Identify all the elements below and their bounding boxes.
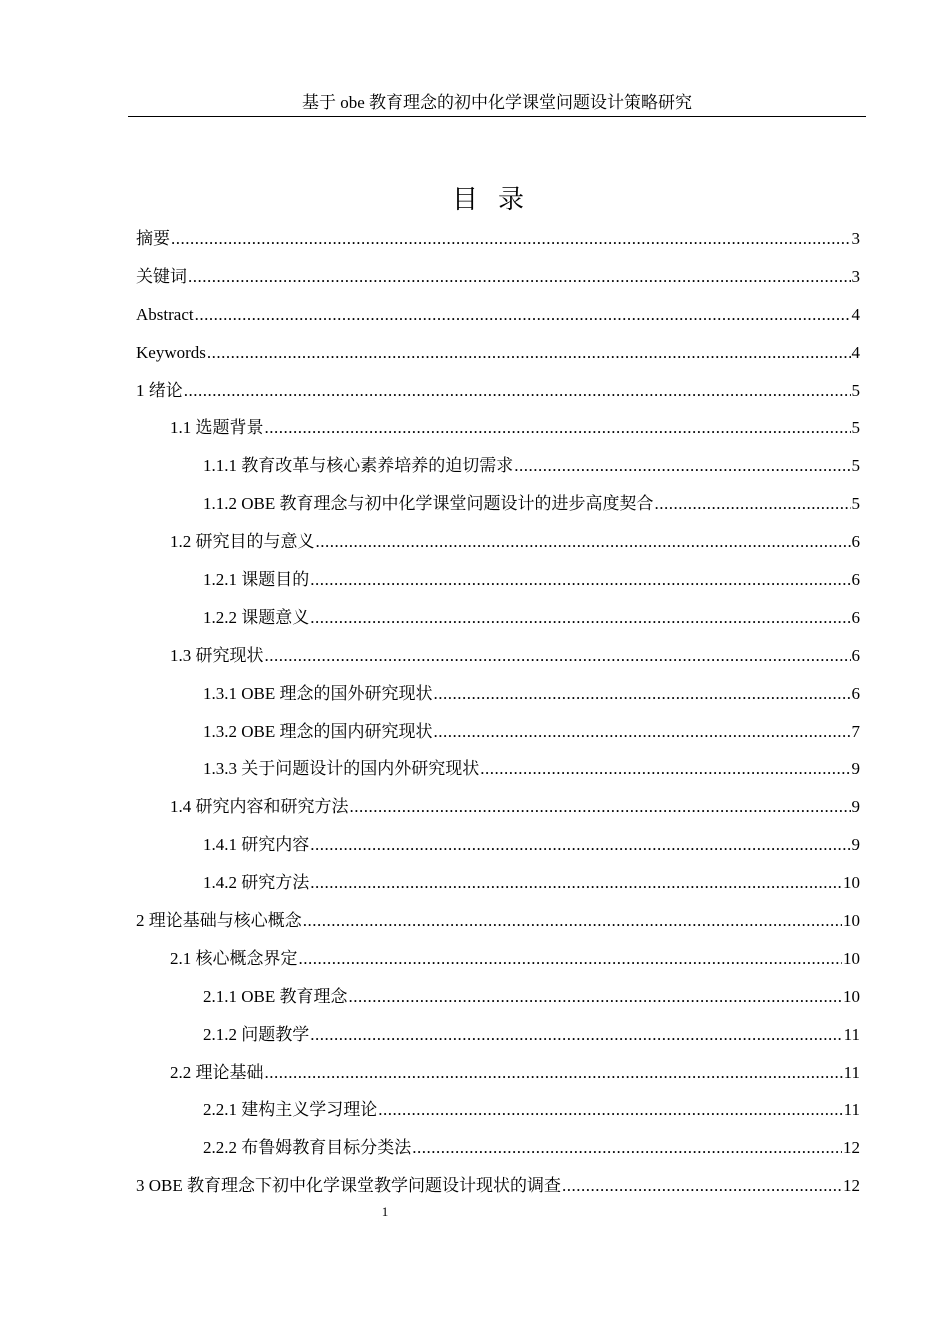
toc-entry[interactable]: [136, 264, 860, 302]
toc-entry[interactable]: [136, 340, 860, 378]
toc-dot-leader: [434, 719, 851, 745]
toc-entry[interactable]: [136, 529, 860, 567]
toc-entry[interactable]: [136, 984, 860, 1022]
toc-dot-leader: [349, 984, 843, 1010]
toc-entry[interactable]: [136, 719, 860, 757]
toc-dot-leader: [188, 264, 851, 290]
toc-entry-label: 3 OBE 教育理念下初中化学课堂教学问题设计现状的调查: [136, 1176, 561, 1196]
toc-entry[interactable]: [136, 226, 860, 264]
toc-entry-label: 1.2.2 课题意义: [203, 607, 310, 627]
toc-entry[interactable]: [136, 946, 860, 984]
toc-entry-page: 6: [851, 645, 860, 665]
page-number: 1: [381, 1204, 389, 1219]
toc-dot-leader: [562, 1173, 842, 1199]
toc-dot-leader: [310, 870, 842, 896]
toc-entry[interactable]: [136, 794, 860, 832]
toc-entry-label: 关键词: [136, 266, 187, 286]
toc-dot-leader: [655, 491, 851, 517]
toc-entry[interactable]: [136, 643, 860, 681]
toc-dot-leader: [350, 794, 851, 820]
toc-entry-page: 12: [843, 1138, 860, 1158]
toc-entry-label: 1.3.2 OBE 理念的国内研究现状: [203, 721, 433, 741]
toc-entry-label: 摘要: [136, 229, 170, 248]
toc-entry-page: 7: [851, 721, 860, 741]
toc-entry-page: 9: [851, 759, 860, 779]
toc-entry[interactable]: [136, 415, 860, 453]
toc-entry-label: Abstract: [136, 304, 194, 324]
toc-entry-label: 1.4 研究内容和研究方法: [170, 797, 349, 817]
toc-entry-page: 3: [851, 266, 860, 286]
toc-entry-page: 12: [843, 1176, 860, 1196]
toc-entry[interactable]: [136, 756, 860, 794]
toc-dot-leader: [310, 832, 850, 858]
toc-entry[interactable]: [136, 681, 860, 719]
toc-entry-page: 5: [851, 380, 860, 400]
toc-entry-page: 4: [851, 304, 860, 324]
toc-entry-label: 2.2.1 建构主义学习理论: [203, 1100, 378, 1120]
toc-entry[interactable]: [136, 378, 860, 416]
toc-entry[interactable]: [136, 567, 860, 605]
toc-entry[interactable]: [136, 1060, 860, 1098]
toc-entry-page: 4: [851, 342, 860, 362]
toc-entry-page: 10: [843, 948, 860, 968]
toc-dot-leader: [265, 643, 851, 669]
toc-entry-label: Keywords: [136, 342, 206, 362]
toc-entry-page: 11: [843, 1024, 860, 1044]
toc-entry-page: 3: [851, 229, 860, 248]
toc-dot-leader: [265, 1060, 843, 1086]
toc-entry-label: 2.1 核心概念界定: [170, 948, 298, 968]
toc-dot-leader: [303, 908, 842, 934]
toc-entry-page: 11: [843, 1062, 860, 1082]
toc-entry[interactable]: [136, 605, 860, 643]
toc-entry[interactable]: [136, 832, 860, 870]
toc-entry-label: 2 理论基础与核心概念: [136, 911, 302, 931]
toc-title: 目录: [451, 185, 544, 215]
toc-dot-leader: [195, 302, 851, 328]
toc-entry-label: 2.1.1 OBE 教育理念: [203, 986, 348, 1006]
toc-dot-leader: [207, 340, 851, 366]
toc-entry[interactable]: [136, 491, 860, 529]
toc-dot-leader: [480, 756, 850, 782]
toc-entry-label: 2.2 理论基础: [170, 1062, 264, 1082]
toc-entry-page: 6: [851, 532, 860, 552]
toc-entry-label: 1.3 研究现状: [170, 645, 264, 665]
toc-dot-leader: [434, 681, 851, 707]
header-divider: [128, 116, 866, 117]
toc-dot-leader: [316, 529, 851, 555]
toc-entry-page: 5: [851, 456, 860, 476]
toc-entry-label: 1.3.1 OBE 理念的国外研究现状: [203, 683, 433, 703]
toc-dot-leader: [184, 378, 851, 404]
toc-entry-page: 10: [843, 911, 860, 931]
toc-entry-page: 10: [843, 873, 860, 893]
toc-entry-label: 1.3.3 关于问题设计的国内外研究现状: [203, 759, 480, 779]
toc-entry-page: 10: [843, 986, 860, 1006]
toc-entry-label: 1.2.1 课题目的: [203, 570, 310, 590]
toc-dot-leader: [412, 1135, 842, 1161]
toc-entry-label: 1 绪论: [136, 380, 183, 400]
toc-entry-label: 1.4.2 研究方法: [203, 873, 310, 893]
toc-dot-leader: [310, 605, 850, 631]
toc-entry[interactable]: [136, 908, 860, 946]
running-header: 基于 obe 教育理念的初中化学课堂问题设计策略研究: [301, 93, 693, 112]
toc-dot-leader: [310, 567, 850, 593]
toc-dot-leader: [514, 453, 850, 479]
table-of-contents: [136, 226, 860, 1211]
toc-entry[interactable]: [136, 1022, 860, 1060]
toc-entry-label: 2.2.2 布鲁姆教育目标分类法: [203, 1138, 412, 1158]
toc-entry[interactable]: [136, 1097, 860, 1135]
toc-entry-label: 1.1.2 OBE 教育理念与初中化学课堂问题设计的进步高度契合: [203, 494, 654, 514]
toc-entry[interactable]: [136, 870, 860, 908]
toc-dot-leader: [378, 1097, 842, 1123]
toc-dot-leader: [299, 946, 843, 972]
toc-entry[interactable]: [136, 1135, 860, 1173]
toc-entry-page: 9: [851, 835, 860, 855]
toc-entry[interactable]: [136, 453, 860, 491]
toc-entry-page: 9: [851, 797, 860, 817]
toc-entry[interactable]: [136, 302, 860, 340]
toc-entry-page: 6: [851, 570, 860, 590]
toc-entry-page: 5: [851, 418, 860, 438]
toc-dot-leader: [310, 1022, 842, 1048]
toc-entry-label: 1.1.1 教育改革与核心素养培养的迫切需求: [203, 456, 514, 476]
toc-entry-label: 2.1.2 问题教学: [203, 1024, 310, 1044]
toc-entry-page: 6: [851, 683, 860, 703]
toc-dot-leader: [171, 226, 851, 252]
toc-entry-page: 5: [851, 494, 860, 514]
toc-entry-label: 1.4.1 研究内容: [203, 835, 310, 855]
toc-entry-label: 1.2 研究目的与意义: [170, 532, 315, 552]
toc-entry-page: 6: [851, 607, 860, 627]
toc-entry-page: 11: [843, 1100, 860, 1120]
toc-entry[interactable]: [136, 1173, 860, 1211]
toc-entry-label: 1.1 选题背景: [170, 418, 264, 438]
toc-dot-leader: [265, 415, 851, 441]
